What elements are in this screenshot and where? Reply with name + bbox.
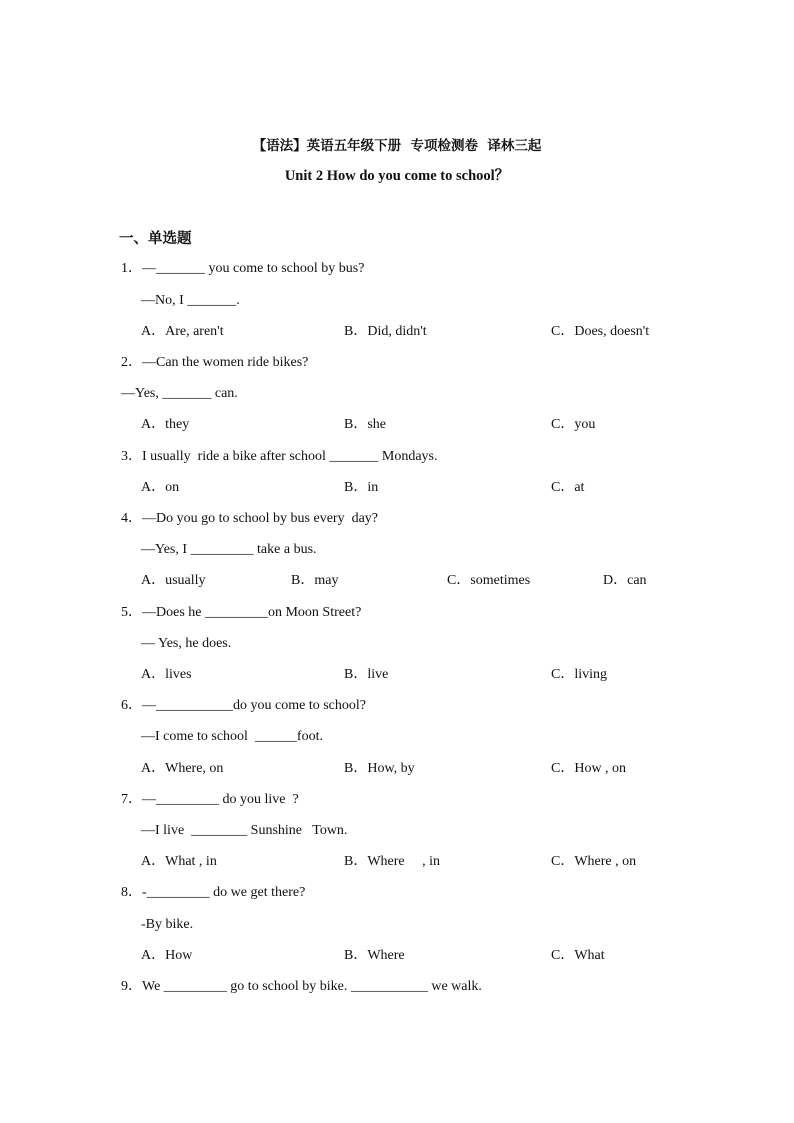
question-9-prompt: 9．We _________ go to school by bike. ___________ we walk. xyxy=(121,979,482,994)
question-4-option-b[interactable]: B．may xyxy=(291,573,339,588)
question-4-option-c[interactable]: C．sometimes xyxy=(447,573,531,588)
question-2-option-a[interactable]: A．they xyxy=(141,417,190,432)
question-8-answer-line: -By bike. xyxy=(141,917,194,932)
question-7-option-b[interactable]: B．Where , in xyxy=(344,854,441,869)
question-2-prompt: 2．—Can the women ride bikes? xyxy=(121,355,309,370)
question-5-option-a[interactable]: A．lives xyxy=(141,667,192,682)
question-5-option-c[interactable]: C．living xyxy=(551,667,608,682)
question-4-option-a[interactable]: A．usually xyxy=(141,573,206,588)
question-3-option-b[interactable]: B．in xyxy=(344,480,379,495)
question-1-option-c[interactable]: C．Does, doesn't xyxy=(551,324,650,339)
question-3-option-c[interactable]: C．at xyxy=(551,480,585,495)
question-8-option-a[interactable]: A．How xyxy=(141,948,193,963)
question-1-prompt: 1．—_______ you come to school by bus? xyxy=(121,261,365,276)
question-5-answer-line: — Yes, he does. xyxy=(141,636,232,651)
question-4-answer-line: —Yes, I _________ take a bus. xyxy=(141,542,317,557)
question-7-prompt: 7．—_________ do you live ? xyxy=(121,792,299,807)
question-6-option-a[interactable]: A．Where, on xyxy=(141,761,224,776)
question-6-answer-line: —I come to school ______foot. xyxy=(141,729,323,744)
question-7-option-c[interactable]: C．Where , on xyxy=(551,854,637,869)
question-1-option-b[interactable]: B．Did, didn't xyxy=(344,324,427,339)
question-8-option-c[interactable]: C．What xyxy=(551,948,605,963)
question-2-answer-line: —Yes, _______ can. xyxy=(121,386,238,401)
question-8-option-b[interactable]: B．Where xyxy=(344,948,405,963)
question-6-prompt: 6．—___________do you come to school? xyxy=(121,698,366,713)
question-4-prompt: 4．—Do you go to school by bus every day? xyxy=(121,511,379,526)
question-7-option-a[interactable]: A．What , in xyxy=(141,854,217,869)
section-heading: 一、单选题 xyxy=(119,231,192,247)
question-6-option-c[interactable]: C．How , on xyxy=(551,761,627,776)
question-1-answer-line: —No, I _______. xyxy=(141,293,240,308)
document-subtitle: Unit 2 How do you come to school？ xyxy=(284,168,510,184)
document-title: 【语法】英语五年级下册 专项检测卷 译林三起 xyxy=(252,138,542,154)
question-4-option-d[interactable]: D．can xyxy=(603,573,647,588)
question-2-option-c[interactable]: C．you xyxy=(551,417,596,432)
question-2-option-b[interactable]: B．she xyxy=(344,417,386,432)
question-7-answer-line: —I live ________ Sunshine Town. xyxy=(141,823,348,838)
question-1-option-a[interactable]: A．Are, aren't xyxy=(141,324,224,339)
question-5-option-b[interactable]: B．live xyxy=(344,667,389,682)
question-3-option-a[interactable]: A．on xyxy=(141,480,180,495)
question-3-prompt: 3．I usually ride a bike after school _______ Mondays. xyxy=(121,449,438,464)
question-8-prompt: 8．-_________ do we get there? xyxy=(121,885,306,900)
question-5-prompt: 5．—Does he _________on Moon Street? xyxy=(121,605,362,620)
question-6-option-b[interactable]: B．How, by xyxy=(344,761,415,776)
